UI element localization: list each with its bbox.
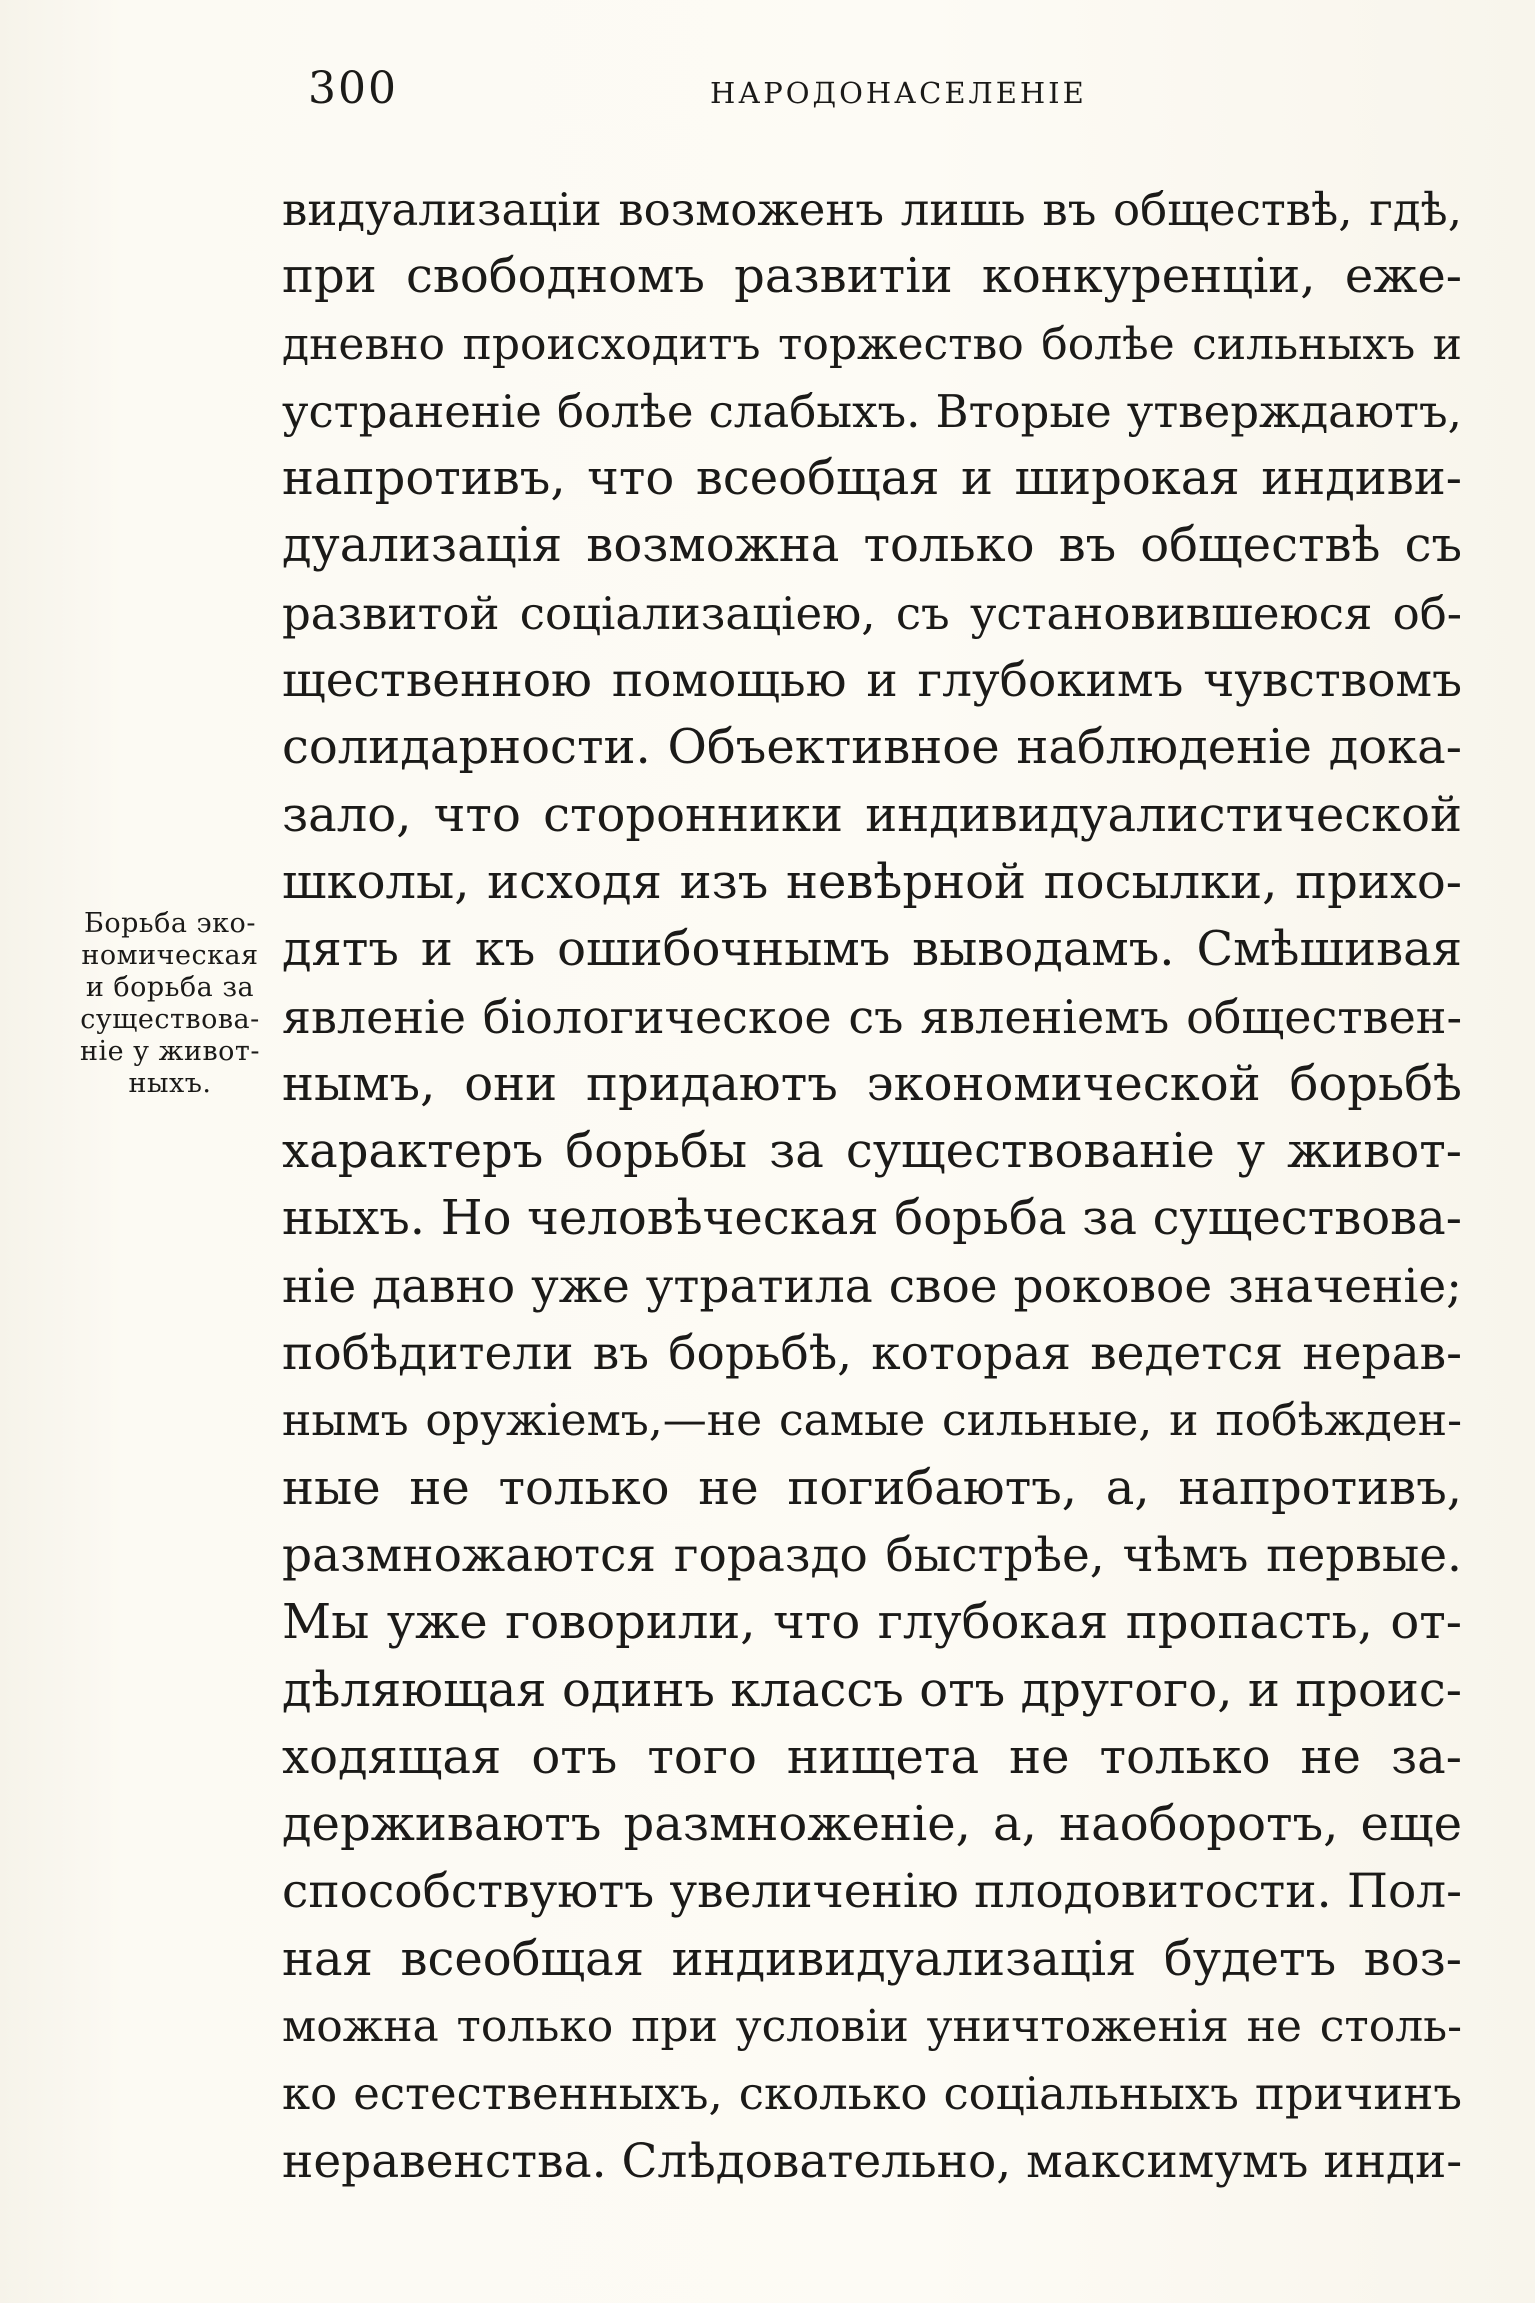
- text-line: явленіе біологическое съ явленіемъ обществен-: [282, 989, 1462, 1044]
- text-line: школы, исходя изъ невѣрной посылки, прихо-: [282, 853, 1462, 910]
- text-line: побѣдители въ борьбѣ, которая ведется нерав-: [282, 1326, 1462, 1382]
- text-line: щественною помощью и глубокимъ чувствомъ: [282, 653, 1462, 709]
- margin-note-line: Борьба эко-: [84, 908, 256, 939]
- margin-note-line: ніе у живот-: [79, 1036, 260, 1067]
- text-line: размножаются гораздо быстрѣе, чѣмъ первые.: [282, 1527, 1462, 1583]
- text-line: ходящая отъ того нищета не только не за-: [282, 1728, 1462, 1785]
- text-line: развитой соціализаціею, съ установившеюся об-: [282, 586, 1462, 640]
- page-number: 300: [308, 63, 398, 114]
- body-text: [282, 176, 1462, 2195]
- text-line: нымъ оружіемъ,—не самые сильные, и побѣжден-: [282, 1395, 1462, 1447]
- text-line: видуализаціи возможенъ лишь въ обществѣ, гдѣ,: [282, 183, 1462, 236]
- text-line: солидарности. Объективное наблюденіе дока-: [282, 719, 1462, 776]
- text-line: напротивъ, что всеобщая и широкая индиви-: [282, 450, 1462, 507]
- text-line: дуализація возможна только въ обществѣ съ: [282, 517, 1462, 574]
- text-line: ныхъ. Но человѣческая борьба за существова-: [282, 1190, 1462, 1247]
- text-line: способствуютъ увеличенію плодовитости. Пол-: [282, 1864, 1462, 1920]
- text-line: при свободномъ развитіи конкуренціи, еже-: [282, 248, 1462, 305]
- text-line: ные не только не погибаютъ, а, напротивъ,: [282, 1459, 1462, 1516]
- text-line: неравенства. Слѣдовательно, максимумъ инди-: [282, 2133, 1463, 2189]
- margin-note-line: номическая: [81, 940, 259, 971]
- margin-note: [66, 908, 274, 1100]
- text-line: устраненіе болѣе слабыхъ. Вторые утверждаютъ,: [282, 384, 1462, 438]
- text-line: ко естественныхъ, сколько соціальныхъ причинъ: [282, 2067, 1462, 2121]
- text-line: характеръ борьбы за существованіе у живот-: [282, 1123, 1462, 1180]
- text-line: Мы уже говорили, что глубокая пропасть, от-: [282, 1594, 1462, 1651]
- text-line: можна только при условіи уничтоженія не столь-: [282, 2001, 1462, 2053]
- text-line: дѣляющая одинъ классъ отъ другого, и проис-: [282, 1661, 1462, 1718]
- margin-note-line: ныхъ.: [128, 1068, 212, 1099]
- margin-note-line: и борьба за: [85, 972, 255, 1003]
- text-line: зало, что сторонники индивидуалистической: [282, 786, 1462, 843]
- text-line: ніе давно уже утратила свое роковое значеніе;: [282, 1258, 1462, 1314]
- text-line: дятъ и къ ошибочнымъ выводамъ. Смѣшивая: [282, 921, 1462, 978]
- text-line: дневно происходитъ торжество болѣе сильныхъ и: [282, 318, 1462, 370]
- margin-note-line: существова-: [80, 1004, 260, 1035]
- text-line: нымъ, они придаютъ экономической борьбѣ: [282, 1055, 1462, 1112]
- running-title: НАРОДОНАСЕЛЕНІЕ: [710, 76, 1087, 110]
- text-line: ная всеобщая индивидуализація будетъ воз-: [282, 1930, 1462, 1987]
- text-line: держиваютъ размноженіе, а, наоборотъ, еще: [282, 1796, 1462, 1853]
